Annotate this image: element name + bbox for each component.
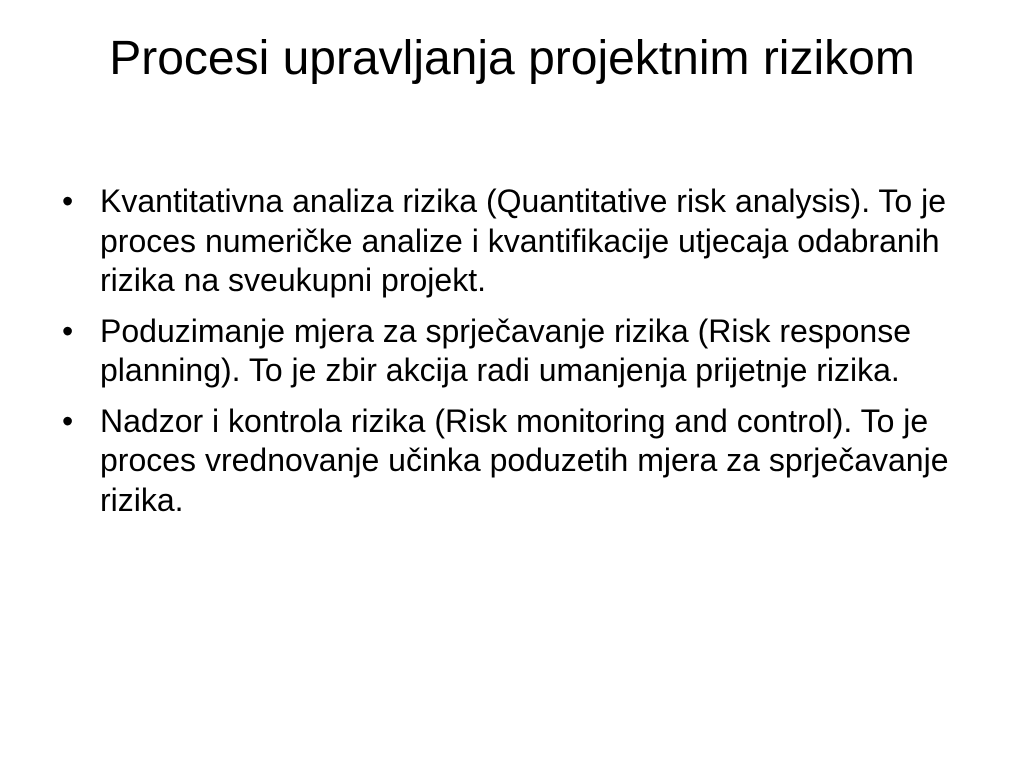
slide-title: Procesi upravljanja projektnim rizikom — [109, 32, 915, 85]
bullet-item-risk-monitoring-control — [60, 402, 960, 521]
bullet-item-risk-response-planning — [60, 312, 960, 391]
bullet-list — [60, 182, 960, 531]
bullet-marker: • — [62, 402, 74, 439]
bullet-text: Poduzimanje mjera za sprječavanje rizika (Risk response planning). To je zbir akcija radi umanjenja prijetnje rizika. — [100, 312, 911, 388]
bullet-text: Nadzor i kontrola rizika (Risk monitoring and control). To je proces vrednovanje učinka poduzetih mjera za sprječavanje rizika. — [100, 402, 949, 518]
bullet-marker: • — [62, 183, 74, 219]
bullet-text: Kvantitativna analiza rizika (Quantitative risk analysis). To je proces numeričke analize i kvantifikacije utjecaja odabranih rizika na sveukupni projekt. — [100, 183, 946, 298]
bullet-item-quantitative-analysis — [60, 182, 960, 301]
bullet-marker: • — [62, 312, 74, 349]
